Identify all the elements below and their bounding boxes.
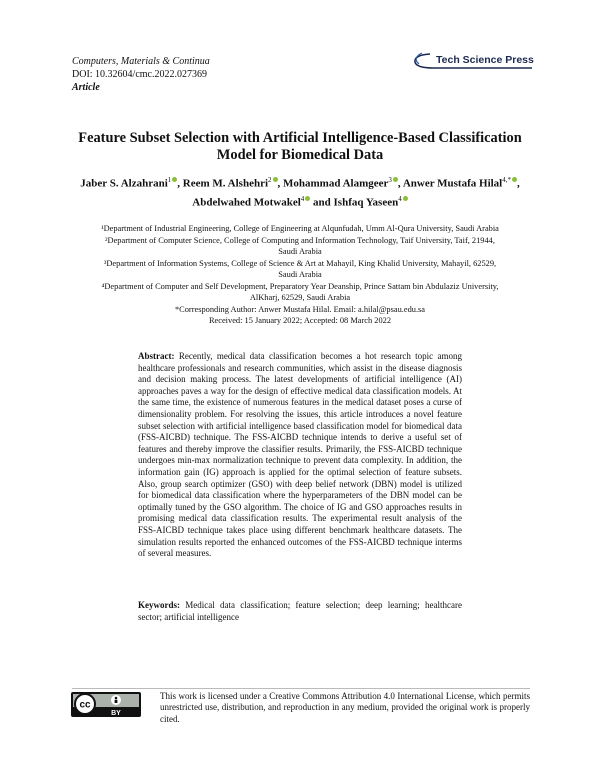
author-name: Anwer Mustafa Hilal: [402, 177, 503, 190]
cc-by-license-icon[interactable]: [71, 692, 141, 717]
author-affil-number: 4: [300, 194, 305, 203]
author-name: Jaber S. Alzahrani: [80, 177, 168, 190]
author-affil-number: 1: [167, 176, 172, 184]
journal-name: Computers, Materials & Continua: [72, 56, 210, 67]
author-name: Abdelwahed Motwakel: [192, 196, 301, 209]
author-separator: ,: [277, 177, 284, 190]
author-separator: ,: [516, 177, 520, 190]
publisher-logo: [412, 51, 536, 71]
received-dates: Received: 15 January 2022; Accepted: 08 March 2022: [208, 316, 392, 325]
abstract-text: Recently, medical data classification becomes a hot research topic among healthcare professionals and research communities, which assist in the disease diagnosis and decision making process. The latest developments of artificial intelligence (AI) approaches paves a way for the design of effective medical data classification models. At the same time, the existence of numerous features in the medical dataset poses a curse of dimensionality problem. For resolving the issues, this article introduces a novel feature subset selection with artificial intelligence based classification model for biomedical data (FSS-AICBD) technique. The FSS-AICBD technique intends to derive a useful set of features and thereby improve the classifier results. Primarily, the FSS-AICBD technique undergoes min-max normalization technique to prevent data complexity. In addition, the information gain (IG) approach is applied for the optimal selection of feature subsets. Also, group search optimizer (GSO) with deep belief network (DBN) model is utilized for biomedical data classification where the hyperparameters of the DBN model can be optimally tuned by the GSO algorithm. The choice of IG and GSO approaches results in promising medical data classification results. The experimental result analysis of the FSS-AICBD technique takes place using different benchmark healthcare datasets. The simulation results reported the enhanced outcomes of the FSS-AICBD technique interms of several measures.: [138, 351, 462, 559]
affiliation-line: AlKharj, 62529, Saudi Arabia: [249, 293, 351, 302]
affiliation-line: ³Department of Information Systems, College of Science & Art at Mahayil, King Khalid University, Mahayil, 62529,: [103, 258, 497, 268]
doi-link[interactable]: DOI: 10.32604/cmc.2022.027369: [72, 69, 207, 80]
author-name: Reem M. Alshehri: [182, 177, 269, 190]
affiliation-line: Saudi Arabia: [278, 270, 322, 279]
author-affil-number: 3: [388, 176, 392, 184]
author-name: Mohammad Alamgeer: [283, 177, 389, 190]
abstract-label: Abstract:: [138, 351, 175, 361]
affiliation-line: ¹Department of Industrial Engineering, College of Engineering at Alqunfudah, Umm Al-Qura University, Saudi Arabia: [101, 224, 499, 233]
license-text: This work is licensed under a Creative Commons Attribution 4.0 International License, which permits unrestricted use, distribution, and reproduction in any medium, provided the original work is properly cited.: [160, 691, 530, 724]
license-divider: [72, 688, 530, 689]
by-badge-label: BY: [111, 710, 121, 717]
keywords: [138, 600, 462, 623]
corresponding-author: *Corresponding Author: Anwer Mustafa Hilal. Email: a.hilal@psau.edu.sa: [174, 304, 426, 314]
keywords-text: Medical data classification; feature selection; deep learning; healthcare sector; artificial intelligence: [138, 600, 462, 622]
keywords-label: Keywords:: [138, 600, 180, 610]
orcid-icon[interactable]: [403, 196, 408, 201]
author-list: [70, 173, 530, 210]
paper-title: [60, 130, 540, 164]
author-affil-number: 4: [398, 194, 402, 203]
author-affil-number: 2: [268, 176, 272, 184]
affiliation-line: ²Department of Computer Science, College of Computing and Information Technology, Taif University, Taif, 21944,: [105, 235, 495, 245]
cc-badge-label: cc: [79, 699, 91, 711]
author-name: Ishfaq Yaseen: [333, 196, 399, 209]
title-line: Feature Subset Selection with Artificial Intelligence-Based Classification: [78, 130, 522, 146]
abstract: [138, 351, 462, 560]
author-separator: ,: [177, 177, 183, 190]
affiliation-line: Saudi Arabia: [278, 247, 322, 256]
publisher-name: Tech Science Press: [436, 54, 534, 66]
affiliations: [72, 223, 528, 327]
author-affil-number: 4,*: [502, 176, 511, 184]
affiliation-line: ⁴Department of Computer and Self Development, Preparatory Year Deanship, Prince Sattam bin Abdulaziz University,: [101, 281, 499, 291]
title-line: Model for Biomedical Data: [216, 147, 384, 163]
author-separator: and: [310, 196, 334, 209]
article-type: Article: [72, 82, 100, 93]
author-separator: ,: [397, 177, 403, 190]
